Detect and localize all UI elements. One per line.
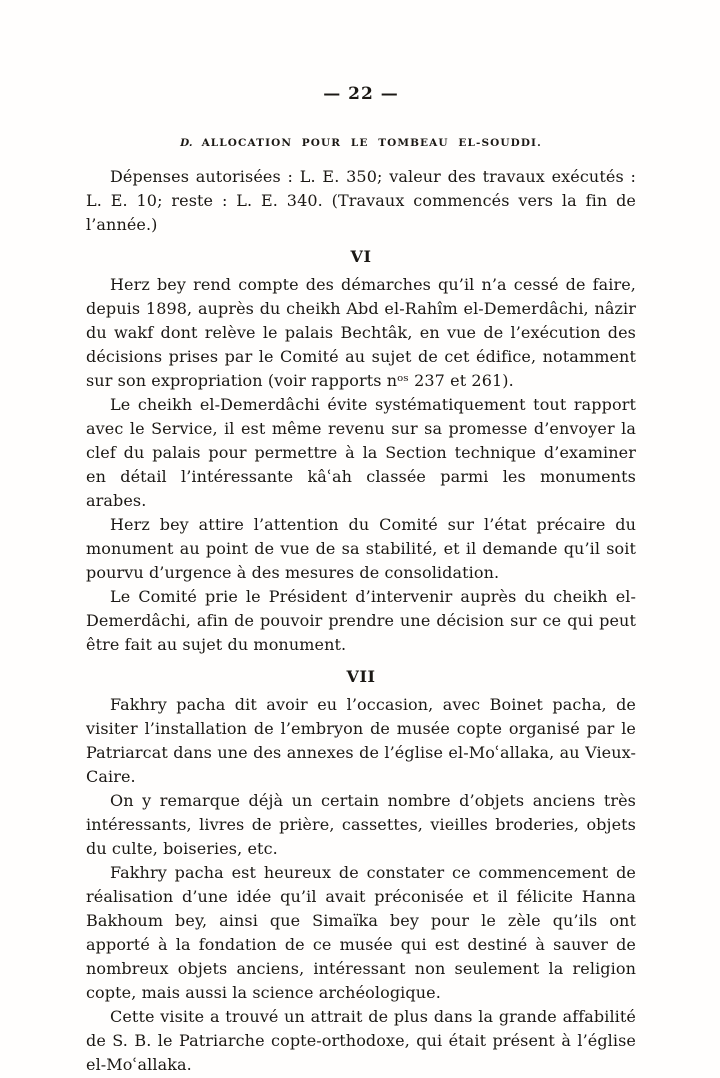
- section-number-vii: VII: [346, 667, 376, 686]
- page-number: — 22 —: [323, 84, 399, 104]
- text-block: [86, 84, 636, 1077]
- heading-title: ALLOCATION POUR LE TOMBEAU EL-SOUDDI.: [201, 137, 542, 149]
- section-number-vi: VI: [350, 247, 372, 266]
- paragraph: On y remarque déjà un certain nombre d’objets anciens très intéressants, livres de prière, cassettes, vieilles broderies, objets du culte, boiseries, etc.: [86, 791, 636, 858]
- paragraph: Le cheikh el-Demerdâchi évite systématiquement tout rapport avec le Service, il est même revenu sur sa promesse d’envoyer la clef du palais pour permettre à la Section technique d’examiner en détail l’intéressante kâʿah classée parmi les monuments arabes.: [86, 395, 636, 510]
- paragraph: Fakhry pacha dit avoir eu l’occasion, avec Boinet pacha, de visiter l’installation de l’embryon de musée copte organisé par le Patriarcat dans une des annexes de l’église el-Moʿallaka, au Vieux-Caire.: [86, 695, 636, 786]
- paragraph: Herz bey rend compte des démarches qu’il n’a cessé de faire, depuis 1898, auprès du cheikh Abd el-Rahîm el-Demerdâchi, nâzir du wakf dont relève le palais Bechtâk, en vue de l’exécution des décisions prises par le Comité au sujet de cet édifice, notamment sur son expropriation (voir rapports nᵒˢ 237 et 261).: [86, 275, 636, 390]
- heading-label: D.: [180, 137, 193, 149]
- paragraph-allocation-summary: Dépenses autorisées : L. E. 350; valeur des travaux exécutés : L. E. 10; reste : L. E. 340. (Travaux commencés vers la fin de l’année.): [86, 167, 636, 234]
- paragraph: Herz bey attire l’attention du Comité sur l’état précaire du monument au point de vue de sa stabilité, et il demande qu’il soit pourvu d’urgence à des mesures de consolidation.: [86, 515, 636, 582]
- section-heading: [86, 137, 636, 150]
- paragraph: Le Comité prie le Président d’intervenir auprès du cheikh el-Demerdâchi, afin de pouvoir prendre une décision sur ce qui peut être fait au sujet du monument.: [86, 587, 636, 654]
- paragraph: Cette visite a trouvé un attrait de plus dans la grande affabilité de S. B. le Patriarche copte-orthodoxe, qui était présent à l’église el-Moʿallaka.: [86, 1007, 636, 1074]
- paragraph: Fakhry pacha est heureux de constater ce commencement de réalisation d’une idée qu’il avait préconisée et il félicite Hanna Bakhoum bey, ainsi que Simaïka bey pour le zèle qu’ils ont apporté à la fondation de ce musée qui est destiné à sauver de nombreux objets anciens, intéressant non seulement la religion copte, mais aussi la science archéologique.: [86, 863, 636, 1002]
